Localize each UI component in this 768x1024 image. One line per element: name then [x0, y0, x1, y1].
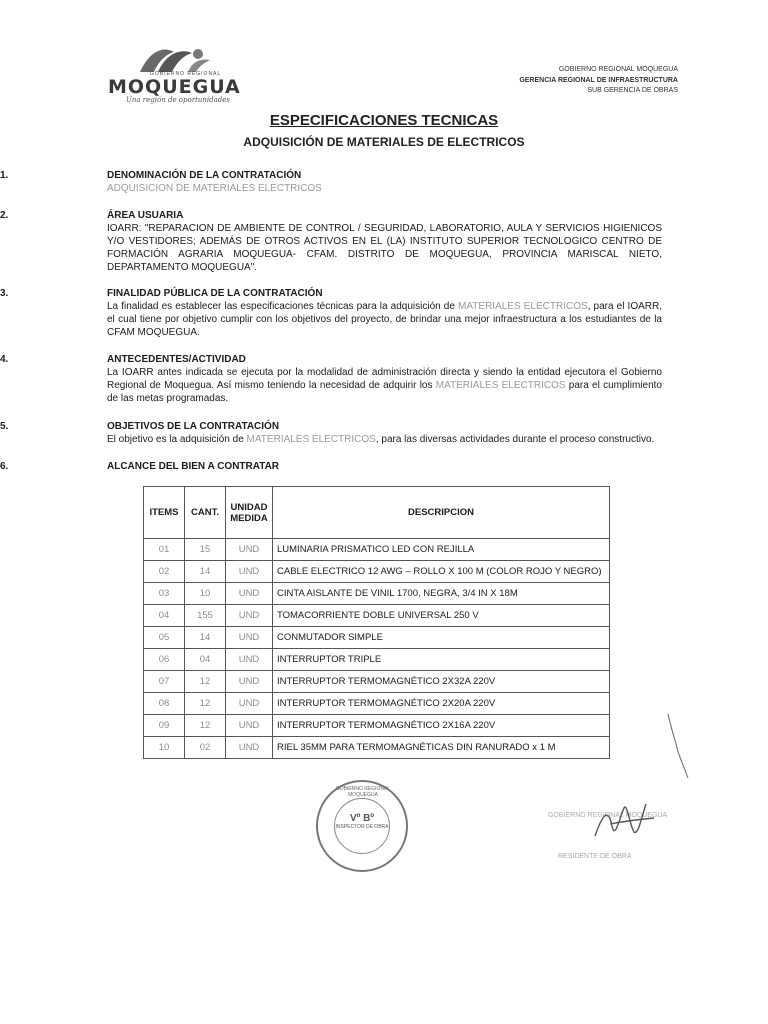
cell-qty: 15 [185, 539, 226, 561]
signature-line1: GOBIERNO REGIONAL MOQUEGUA [548, 812, 668, 819]
logo-caption: GOBIERNO REGIONAL [150, 71, 222, 77]
document-subtitle: ADQUISICIÓN DE MATERIALES DE ELECTRICOS [243, 135, 525, 149]
section-number: 2. [0, 210, 9, 221]
cell-item: 05 [144, 627, 185, 649]
cell-description: LUMINARIA PRISMATICO LED CON REJILLA [273, 539, 610, 561]
section-text: La IOARR antes indicada se ejecuta por la modalidad de administración directa y siendo la entidad ejecutora el Gobierno Regional de Moquegua. Así mismo teniendo la necesidad de adquirir los [107, 367, 662, 391]
cell-unit: UND [226, 539, 273, 561]
stamp-center-line: INSPECTOR DE OBRA [335, 824, 389, 830]
table-row [144, 693, 610, 715]
section-heading: ANTECEDENTES/ACTIVIDAD [107, 354, 246, 365]
table-row [144, 737, 610, 759]
highlighted-term: MATERIALES ELECTRICOS [246, 434, 376, 445]
cell-qty: 12 [185, 715, 226, 737]
section-4 [0, 353, 662, 405]
cell-qty: 02 [185, 737, 226, 759]
col-header-descripcion: DESCRIPCION [273, 487, 610, 539]
cell-unit: UND [226, 583, 273, 605]
table-header-row [144, 487, 610, 539]
section-heading: OBJETIVOS DE LA CONTRATACIÓN [107, 421, 280, 432]
section-number: 1. [0, 170, 9, 181]
col-header-items: ITEMS [144, 487, 185, 539]
cell-unit: UND [226, 715, 273, 737]
cell-qty: 12 [185, 671, 226, 693]
cell-item: 02 [144, 561, 185, 583]
section-text: , para el IOARR, el cual tiene por objetivo cumplir con los objetivos del proyecto, de brindar una mejor infraestructura a los estudiantes de la CFAM MOQUEGUA. [107, 301, 662, 338]
cell-description: INTERRUPTOR TRIPLE [273, 649, 610, 671]
margin-mark [664, 712, 694, 787]
header-org-line3: SUB GERENCIA DE OBRAS [587, 87, 678, 94]
cell-description: CABLE ELECTRICO 12 AWG – ROLLO X 100 M (COLOR ROJO Y NEGRO) [273, 561, 610, 583]
cell-description: INTERRUPTOR TERMOMAGNÉTICO 2X20A 220V [273, 693, 610, 715]
section-heading: DENOMINACIÓN DE LA CONTRATACIÓN [107, 170, 302, 181]
stamp-center [334, 798, 390, 854]
cell-unit: UND [226, 693, 273, 715]
cell-item: 01 [144, 539, 185, 561]
section-number: 3. [0, 288, 9, 299]
section-text: , para las diversas actividades durante el proceso constructivo. [375, 434, 655, 445]
col-header-cant: CANT. [185, 487, 226, 539]
stamp-ring-text: GOBIERNO REGIONAL MOQUEGUA [335, 786, 391, 798]
cell-unit: UND [226, 737, 273, 759]
table-row [144, 671, 610, 693]
section-text: IOARR: "REPARACION DE AMBIENTE DE CONTROL / SEGURIDAD, LABORATORIO, AULA Y SERVICIOS HIGIENICOS Y/O VESTIDORES; ADEMÁS DE OTROS ACTIVOS EN EL (LA) INSTITUTO SUPERIOR TECNOLOGICO CENTRO DE FORMACIÓN AGRARIA MOQUEGUA- CFAM. DISTRITO DE MOQUEGUA, PROVINCIA MARISCAL NIETO, DEPARTAMENTO MOQUEGUA". [107, 223, 662, 273]
table-row [144, 715, 610, 737]
header-org-line2: GERENCIA REGIONAL DE INFRAESTRUCTURA [519, 77, 678, 84]
section-2 [0, 209, 662, 274]
stamp-vb: Vº Bº [350, 813, 374, 824]
cell-unit: UND [226, 671, 273, 693]
cell-description: CONMUTADOR SIMPLE [273, 627, 610, 649]
highlighted-term: MATERIALES ELECTRICOS [458, 301, 588, 312]
section-5 [0, 420, 662, 446]
cell-item: 06 [144, 649, 185, 671]
materials-table [143, 486, 610, 759]
section-6 [0, 460, 662, 473]
section-heading: FINALIDAD PÚBLICA DE LA CONTRATACIÓN [107, 288, 323, 299]
cell-item: 03 [144, 583, 185, 605]
cell-description: RIEL 35MM PARA TERMOMAGNÉTICAS DIN RANURADO x 1 M [273, 737, 610, 759]
cell-unit: UND [226, 649, 273, 671]
section-number: 6. [0, 461, 9, 472]
table-row [144, 649, 610, 671]
section-heading: ÁREA USUARIA [107, 210, 184, 221]
table-row [144, 605, 610, 627]
section-heading: ALCANCE DEL BIEN A CONTRATAR [107, 461, 280, 472]
cell-qty: 14 [185, 561, 226, 583]
section-3 [0, 287, 662, 339]
cell-qty: 10 [185, 583, 226, 605]
section-text: para el cumplimiento de las metas programadas. [107, 380, 662, 404]
section-text: La finalidad es establecer las especificaciones técnicas para la adquisición de [107, 301, 459, 312]
document-title: ESPECIFICACIONES TECNICAS [269, 112, 499, 129]
table-row [144, 627, 610, 649]
cell-description: TOMACORRIENTE DOBLE UNIVERSAL 250 V [273, 605, 610, 627]
highlighted-term: MATERIALES ELECTRICOS [435, 380, 566, 391]
section-text: El objetivo es la adquisición de [107, 434, 247, 445]
cell-item: 04 [144, 605, 185, 627]
cell-qty: 14 [185, 627, 226, 649]
handwritten-signature [590, 796, 660, 851]
section-text: ADQUISICION DE MATERIALES ELECTRICOS [107, 183, 322, 194]
cell-qty: 12 [185, 693, 226, 715]
cell-description: INTERRUPTOR TERMOMAGNÉTICO 2X16A 220V [273, 715, 610, 737]
signature-line2: RESIDENTE DE OBRA [558, 853, 632, 860]
section-number: 4. [0, 354, 9, 365]
cell-qty: 04 [185, 649, 226, 671]
cell-item: 07 [144, 671, 185, 693]
table-row [144, 539, 610, 561]
cell-unit: UND [226, 561, 273, 583]
table-row [144, 583, 610, 605]
logo-wordmark: MOQUEGUA [108, 76, 241, 98]
cell-description: CINTA AISLANTE DE VINIL 1700, NEGRA, 3/4 IN X 18M [273, 583, 610, 605]
cell-unit: UND [226, 627, 273, 649]
cell-description: INTERRUPTOR TERMOMAGNÉTICO 2X32A 220V [273, 671, 610, 693]
header-org-line1: GOBIERNO REGIONAL MOQUEGUA [558, 66, 678, 73]
cell-item: 09 [144, 715, 185, 737]
table-row [144, 561, 610, 583]
cell-qty: 155 [185, 605, 226, 627]
section-1 [0, 169, 662, 195]
cell-unit: UND [226, 605, 273, 627]
section-number: 5. [0, 421, 9, 432]
col-header-unidad: UNIDAD MEDIDA [226, 487, 273, 539]
logo-slogan: Una región de oportunidades [126, 96, 231, 104]
cell-item: 08 [144, 693, 185, 715]
cell-item: 10 [144, 737, 185, 759]
